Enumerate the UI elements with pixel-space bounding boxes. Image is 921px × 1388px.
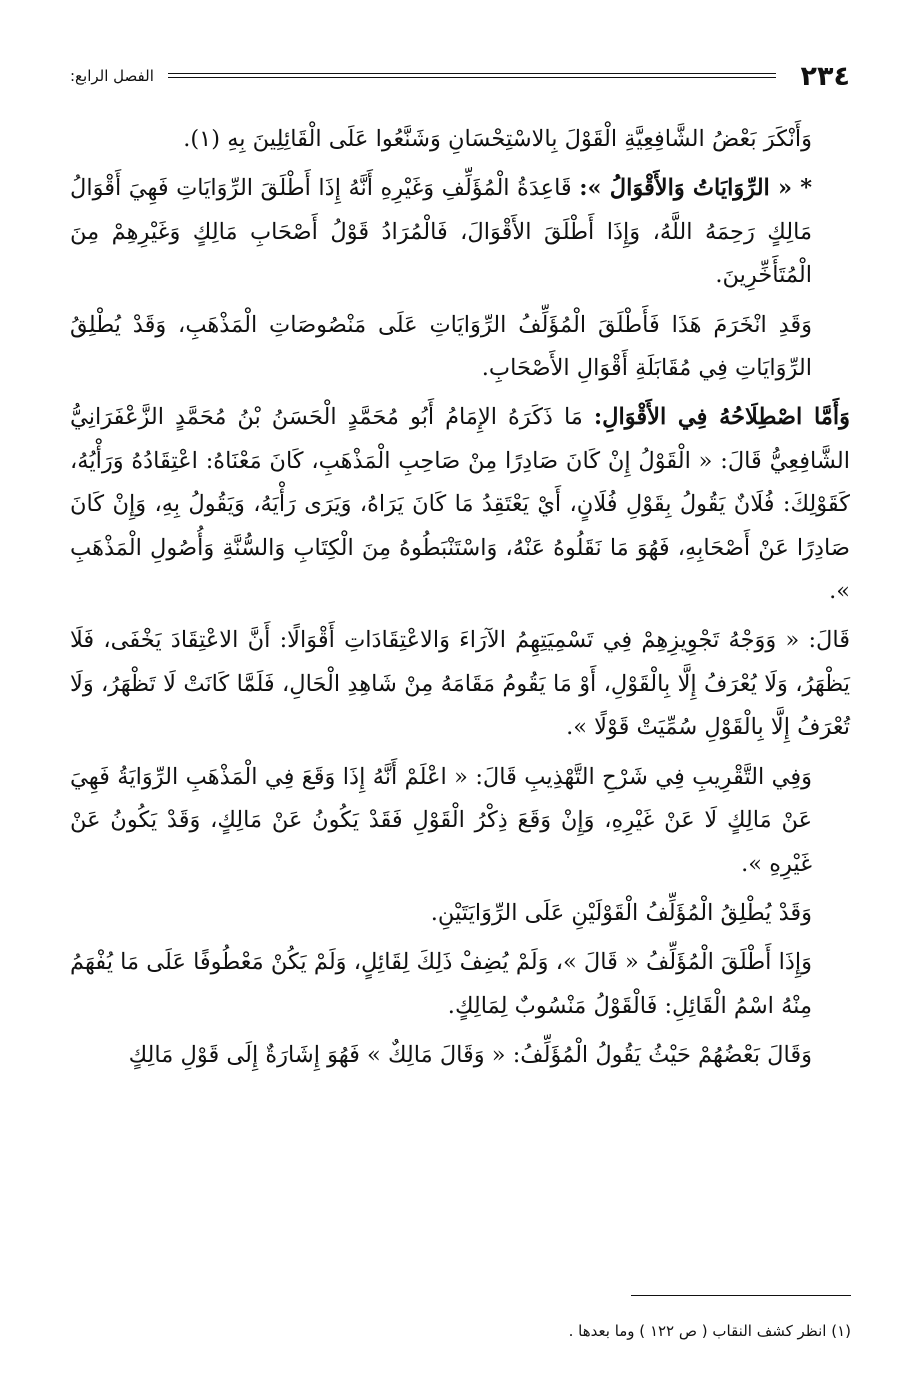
footnote bbox=[70, 1318, 851, 1344]
paragraph-text: وَأَنْكَرَ بَعْضُ الشَّافِعِيَّةِ الْقَوْلَ بِالاسْتِحْسَانِ وَشَنَّعُوا عَلَى الْقَائِلِينَ بِهِ (١). bbox=[183, 126, 812, 152]
paragraph-inkharam bbox=[70, 304, 850, 391]
paragraph-text: وَقَدِ انْخَرَمَ هَذَا فَأَطْلَقَ الْمُؤَلِّفُ الرِّوَايَاتِ عَلَى مَنْصُوصَاتِ الْمَذْهَبِ، وَقَدْ يُطْلِقُ الرِّوَايَاتِ فِي مُقَابَلَةِ أَقْوَالِ الأَصْحَابِ. bbox=[70, 311, 812, 382]
paragraph-istilah bbox=[70, 396, 850, 613]
paragraph-text: وَإِذَا أَطْلَقَ الْمُؤَلِّفُ « قَالَ »، وَلَمْ يُضِفْ ذَلِكَ لِقَائِلٍ، وَلَمْ يَكُنْ مَعْطُوفًا عَلَى مَا يُفْهَمُ مِنْهُ اسْمُ الْقَائِلِ: فَالْقَوْلُ مَنْسُوبٌ لِمَالِكٍ. bbox=[70, 949, 812, 1019]
paragraph-riwayat-aqwal bbox=[70, 167, 850, 297]
paragraph-text: مَا ذَكَرَهُ الإِمَامُ أَبُو مُحَمَّدٍ الْحَسَنُ بْنُ مُحَمَّدٍ الزَّعْفَرَانِيُّ الشَّافِعِيُّ قَالَ: « الْقَوْلُ إِنْ كَانَ صَادِرًا مِنْ صَاحِبِ الْمَذْهَبِ، كَانَ مَعْنَاهُ: اعْتِقَادُهُ وَرَأْيُهُ، كَقَوْلِكَ: فُلَانٌ يَقُولُ بِقَوْلِ فُلَانٍ، أَيْ يَعْتَقِدُ مَا كَانَ يَرَاهُ، وَيَرَى رَأْيَهُ، وَيَقُولُ بِهِ، وَإِنْ كَانَ صَادِرًا عَنْ أَصْحَابِهِ، فَهُوَ مَا نَقَلُوهُ عَنْهُ، وَاسْتَنْبَطُوهُ مِنَ الْكِتَابِ وَالسُّنَّةِ وَأُصُولِ الْمَذْهَبِ ». bbox=[70, 404, 850, 605]
footnote-text: (١) انظر كشف النقاب ( ص ١٢٢ ) وما بعدها . bbox=[568, 1322, 851, 1340]
paragraph-text: قَاعِدَةُ الْمُؤَلِّفِ وَغَيْرِهِ أَنَّهُ إِذَا أَطْلَقَ الرِّوَايَاتِ فَهِيَ أَقْوَالُ مَالِكٍ رَحِمَهُ اللَّهُ، وَإِذَا أَطْلَقَ الأَقْوَالَ، فَالْمُرَادُ قَوْلُ أَصْحَابِ مَالِكٍ وَغَيْرِهِمْ مِنَ الْمُتَأَخِّرِينَ. bbox=[70, 175, 812, 289]
chapter-title: الفصل الرابع: bbox=[70, 67, 154, 85]
paragraph-qala-malik bbox=[70, 1034, 850, 1077]
paragraph-text: قَالَ: « وَوَجْهُ تَجْوِيزِهِمْ فِي تَسْمِيَتِهِمُ الآرَاءَ وَالاعْتِقَادَاتِ أَقْوَالًا: أَنَّ الاعْتِقَادَ يَخْفَى، فَلَا يَظْهَرُ، وَلَا يُعْرَفُ إِلَّا بِالْقَوْلِ، أَوْ مَا يَقُومُ مَقَامَهُ مِنْ شَاهِدِ الْحَالِ، فَلَمَّا كَانَتْ لَا تَظْهَرُ، وَلَا تُعْرَفُ إِلَّا بِالْقَوْلِ سُمِّيَتْ قَوْلًا ». bbox=[70, 627, 850, 741]
header-double-rule bbox=[168, 73, 776, 78]
paragraph-text: وَقَدْ يُطْلِقُ الْمُؤَلِّفُ الْقَوْلَيْنِ عَلَى الرِّوَايَتَيْنِ. bbox=[430, 899, 812, 926]
paragraph-qawlayn bbox=[70, 892, 850, 935]
paragraph-heading: وَأَمَّا اصْطِلَاحُهُ فِي الأَقْوَالِ: bbox=[593, 404, 850, 431]
page-number: ٢٣٤ bbox=[800, 61, 850, 92]
footnote-divider bbox=[631, 1295, 851, 1296]
paragraph-text: وَقَالَ بَعْضُهُمْ حَيْثُ يَقُولُ الْمُؤَلِّفُ: « وَقَالَ مَالِكٌ » فَهُوَ إِشَارَةٌ إِلَى قَوْلِ مَالِكٍ bbox=[128, 1042, 812, 1069]
paragraph-qala-mutlaq bbox=[70, 941, 850, 1028]
paragraph-text: وَفِي التَّقْرِيبِ فِي شَرْحِ التَّهْذِيبِ قَالَ: « اعْلَمْ أَنَّهُ إِذَا وَقَعَ فِي الْمَذْهَبِ الرِّوَايَةُ فَهِيَ عَنْ مَالِكٍ لَا عَنْ غَيْرِهِ، وَإِنْ وَقَعَ ذِكْرُ الْقَوْلِ فَقَدْ يَكُونُ عَنْ مَالِكٍ، وَقَدْ يَكُونُ عَنْ غَيْرِهِ ». bbox=[70, 763, 812, 877]
paragraph-taqrib bbox=[70, 756, 850, 886]
paragraph-qala-wajh bbox=[70, 619, 850, 749]
body-text bbox=[70, 118, 850, 1084]
paragraph-istihsan bbox=[70, 118, 850, 161]
paragraph-heading: * « الرِّوَايَاتُ وَالأَقْوَالُ »: bbox=[579, 175, 813, 202]
page-header bbox=[70, 60, 850, 100]
